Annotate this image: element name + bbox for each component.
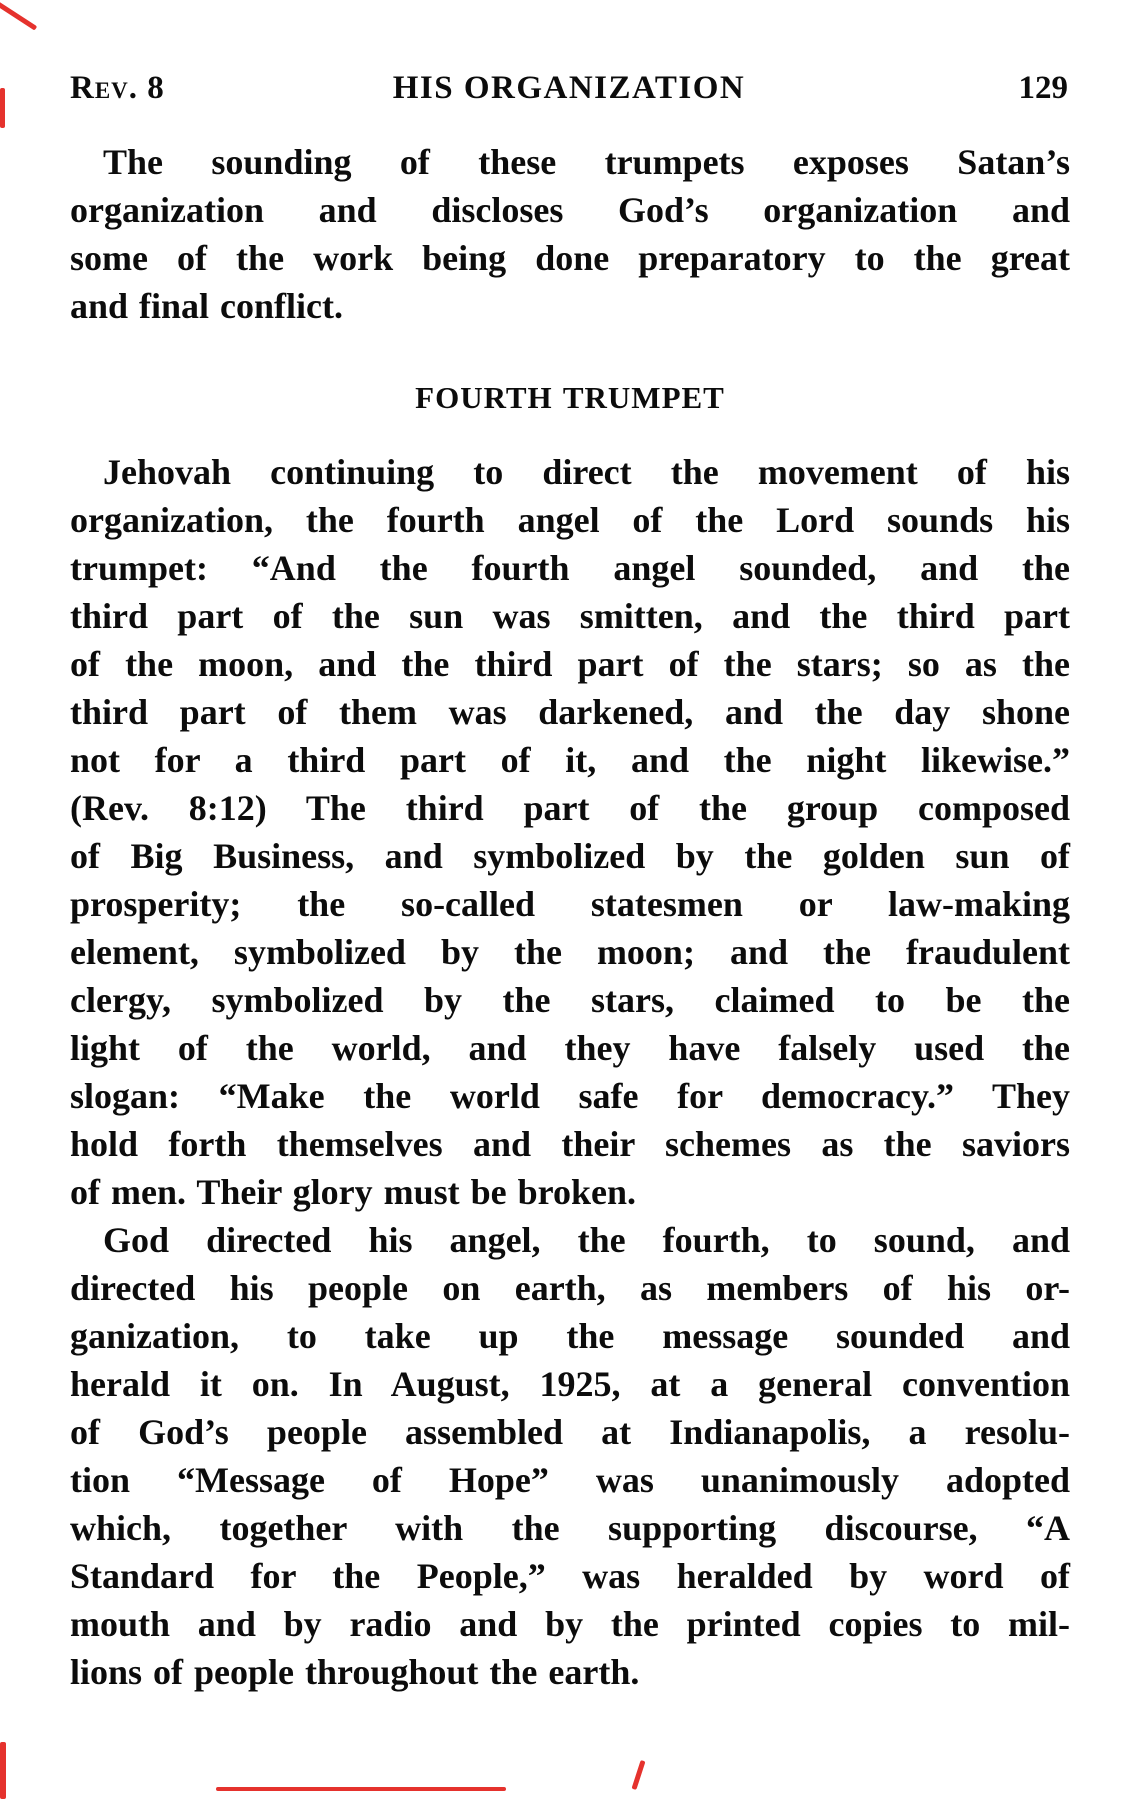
text-line: slogan: “Make the world safe for democracy.” They — [70, 1076, 1070, 1116]
text-line: Jehovah continuing to direct the movement of his — [103, 452, 1070, 492]
text-line: light of the world, and they have falsely used the — [70, 1028, 1070, 1068]
text-line: third part of the sun was smitten, and the third part — [70, 596, 1070, 636]
paragraph-message-of-hope — [70, 1216, 1070, 1696]
text-line: organization and discloses God’s organization and — [70, 190, 1070, 230]
scan-mark-bottom-tick — [631, 1760, 645, 1790]
text-line: hold forth themselves and their schemes as the saviors — [70, 1124, 1070, 1164]
text-line: (Rev. 8:12) The third part of the group composed — [70, 788, 1070, 828]
text-line: not for a third part of it, and the night likewise.” — [70, 740, 1070, 780]
scan-mark-bottom-horizontal-line — [216, 1787, 506, 1791]
text-line: of the moon, and the third part of the stars; so as the — [70, 644, 1070, 684]
text-line: The sounding of these trumpets exposes Satan’s — [103, 142, 1070, 182]
text-line: trumpet: “And the fourth angel sounded, and the — [70, 548, 1070, 588]
text-line: of men. Their glory must be broken. — [70, 1172, 637, 1212]
text-line: tion “Message of Hope” was unanimously adopted — [70, 1460, 1070, 1500]
text-line: organization, the fourth angel of the Lord sounds his — [70, 500, 1070, 540]
text-line: which, together with the supporting discourse, “A — [70, 1508, 1070, 1548]
running-header — [70, 68, 1068, 108]
text-line: third part of them was darkened, and the day shone — [70, 692, 1070, 732]
section-heading: FOURTH TRUMPET — [415, 380, 725, 415]
text-line: mouth and by radio and by the printed copies to mil- — [70, 1604, 1070, 1644]
scan-mark-left-edge-dash — [0, 88, 5, 128]
text-line: directed his people on earth, as members of his or- — [70, 1268, 1070, 1308]
page-number: 129 — [1018, 70, 1069, 106]
text-line: ganization, to take up the message sounded and — [70, 1316, 1070, 1356]
text-line: and final conflict. — [70, 286, 344, 326]
text-line: clergy, symbolized by the stars, claimed to be the — [70, 980, 1070, 1020]
scan-mark-bottom-left-dash — [0, 1742, 6, 1799]
page-body — [70, 138, 1070, 1696]
text-line: Standard for the People,” was heralded by word of — [70, 1556, 1070, 1596]
text-line: element, symbolized by the moon; and the fraudulent — [70, 932, 1070, 972]
scan-mark-top-left-diagonal — [0, 0, 37, 31]
running-head-chapter: Rev. 8 — [70, 70, 165, 106]
paragraph-fourth-trumpet — [70, 448, 1070, 1216]
text-line: some of the work being done preparatory to the great — [70, 238, 1070, 278]
text-line: God directed his angel, the fourth, to sound, and — [103, 1220, 1070, 1260]
running-head-title: HIS ORGANIZATION — [392, 70, 746, 106]
paragraph-intro — [70, 138, 1070, 330]
text-line: of God’s people assembled at Indianapolis, a resolu- — [70, 1412, 1070, 1452]
text-line: of Big Business, and symbolized by the golden sun of — [70, 836, 1070, 876]
text-line: herald it on. In August, 1925, at a general convention — [70, 1364, 1070, 1404]
text-line: lions of people throughout the earth. — [70, 1652, 640, 1692]
text-line: prosperity; the so-called statesmen or law-making — [70, 884, 1070, 924]
